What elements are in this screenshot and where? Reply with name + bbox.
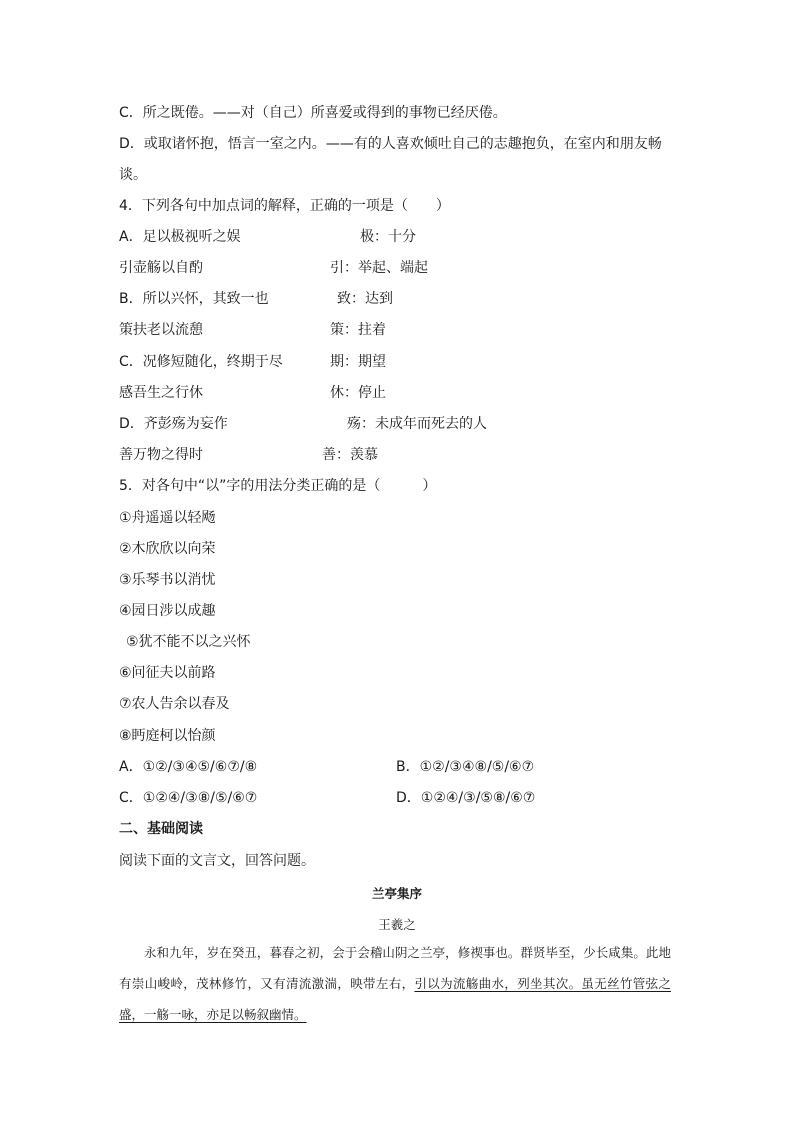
q5-option-b: B．①②/③④⑧/⑤/⑥⑦ xyxy=(396,759,535,775)
q4-gloss: 引：举起、端起 xyxy=(330,260,428,276)
q4-sentence: 策扶老以流憩 xyxy=(119,322,203,338)
reading-instruction: 阅读下面的文言文，回答问题。 xyxy=(119,853,315,869)
q5-item: ⑤犹不能不以之兴怀 xyxy=(126,634,251,650)
q4-sentence: 善万物之得时 xyxy=(119,447,203,463)
q4-row xyxy=(119,321,386,339)
q5-options-row xyxy=(119,758,535,776)
q5-option-d: D．①②④/③/⑤⑧/⑥⑦ xyxy=(396,790,536,806)
q4-row xyxy=(119,384,386,402)
passage-body xyxy=(119,937,671,1030)
q5-stem: 5．对各句中“以”字的用法分类正确的是（ ） xyxy=(119,478,437,494)
q5-item: ③乐琴书以消忧 xyxy=(119,572,216,588)
q3-option-d-line1: D．或取诸怀抱，悟言一室之内。——有的人喜欢倾吐自己的志趣抱负，在室内和朋友畅 xyxy=(119,136,662,152)
q4-sentence: A．足以极视听之娱 xyxy=(119,229,241,245)
q4-row xyxy=(119,259,428,277)
q4-gloss: 善：羡慕 xyxy=(322,447,378,463)
passage-underlined-text: 引以为流觞曲水，列坐其次。虽无丝竹管弦之盛，一觞一咏，亦足以畅叙幽情。 xyxy=(119,976,671,1022)
q4-row xyxy=(119,446,378,464)
q3-option-d-line2: 谈。 xyxy=(119,167,147,183)
q4-sentence: D．齐彭殇为妄作 xyxy=(119,416,228,432)
passage-title: 兰亭集序 xyxy=(371,886,422,901)
q5-item: ④园日涉以成趣 xyxy=(119,603,216,619)
q5-item: ②木欣欣以向荣 xyxy=(119,541,216,557)
q4-row xyxy=(119,290,393,308)
q5-item: ⑧眄庭柯以怡颜 xyxy=(119,728,216,744)
q5-item: ⑥问征夫以前路 xyxy=(119,665,216,681)
q3-option-c: C．所之既倦。——对（自己）所喜爱或得到的事物已经厌倦。 xyxy=(119,105,507,121)
q4-row xyxy=(119,415,487,433)
q5-item: ⑦农人告余以春及 xyxy=(119,696,230,712)
q5-options-row xyxy=(119,789,536,807)
passage-text: 永和九年，岁在癸丑，暮春之初，会于会稽山阴之兰亭，修禊事也。群贤毕至，少长咸集。此地有崇山峻岭，茂林修竹，又有清流激湍，映带左右， xyxy=(119,945,671,991)
q5-option-a: A．①②/③④⑤/⑥⑦/⑧ xyxy=(119,759,258,775)
passage-author: 王羲之 xyxy=(378,917,416,932)
q4-sentence: 引壶觞以自酌 xyxy=(119,260,203,276)
q4-sentence: B．所以兴怀，其致一也 xyxy=(119,291,269,307)
q4-gloss: 休：停止 xyxy=(330,385,386,401)
q5-option-c: C．①②④/③⑧/⑤/⑥⑦ xyxy=(119,790,258,806)
q4-sentence: 感吾生之行休 xyxy=(119,385,203,401)
q4-gloss: 致：达到 xyxy=(337,291,393,307)
q4-stem: 4．下列各句中加点词的解释，正确的一项是（ ） xyxy=(119,198,450,214)
q4-gloss: 殇：未成年而死去的人 xyxy=(347,416,487,432)
q4-gloss: 策：拄着 xyxy=(330,322,386,338)
q5-item: ①舟遥遥以轻飏 xyxy=(119,510,216,526)
q4-sentence: C．况修短随化，终期于尽 xyxy=(119,354,283,370)
q4-row xyxy=(119,353,386,371)
section-heading: 二、基础阅读 xyxy=(119,821,203,837)
q4-gloss: 极：十分 xyxy=(360,229,416,245)
q4-row xyxy=(119,228,416,246)
q4-gloss: 期：期望 xyxy=(330,354,386,370)
